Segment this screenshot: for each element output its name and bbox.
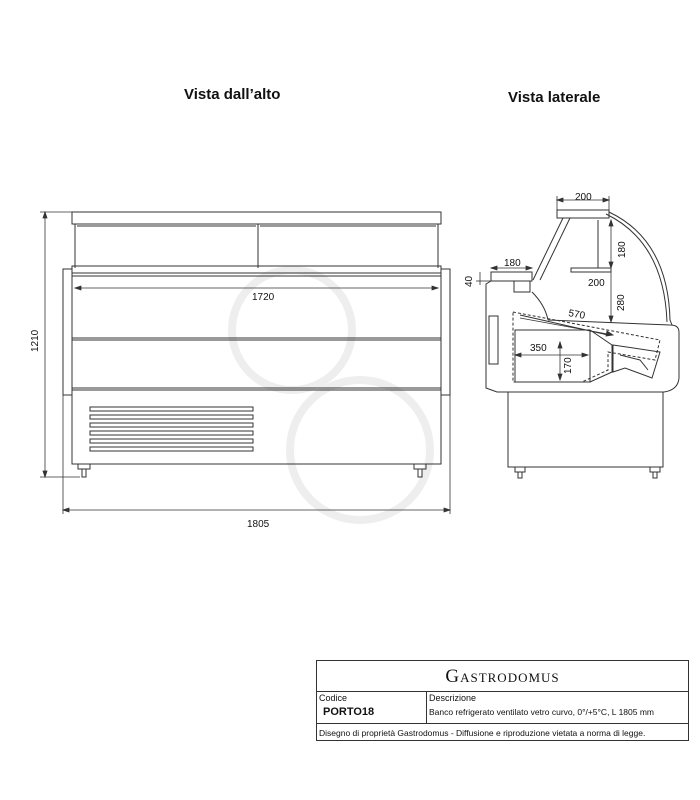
watermark-logo — [232, 270, 430, 520]
side-view-title: Vista laterale — [508, 89, 601, 106]
code-cell — [317, 691, 427, 723]
dim-shelf-width: 200 — [575, 192, 592, 203]
dim-top-ledge: 180 — [504, 258, 521, 269]
dim-well-depth: 170 — [563, 357, 574, 374]
side-view-drawing — [486, 210, 679, 478]
dim-shelf-drop: 180 — [617, 241, 628, 258]
front-view-drawing — [63, 212, 450, 477]
top-view-title: Vista dall’alto — [184, 86, 281, 103]
title-block-info-row — [317, 691, 688, 724]
dim-total-height: 1210 — [30, 329, 41, 352]
brand-logo: GASTRODOMUS — [317, 661, 688, 692]
code-label: Codice — [319, 693, 348, 703]
dim-total-width: 1805 — [247, 519, 270, 530]
dim-shelf-depth: 200 — [588, 278, 605, 289]
description-label: Descrizione — [429, 693, 477, 703]
dim-glass-height: 280 — [616, 294, 627, 311]
dim-ledge-height: 40 — [464, 275, 475, 287]
code-value: PORTO18 — [323, 706, 375, 718]
dim-inner-width: 1720 — [252, 292, 275, 303]
dim-display-length: 570 — [567, 308, 586, 322]
dim-well-width: 350 — [530, 343, 547, 354]
description-value: Banco refrigerato ventilato vetro curvo, 0°/+5°C, L 1805 mm — [429, 707, 654, 717]
copyright-notice: Disegno di proprietà Gastrodomus - Diffusione e riproduzione vietata a norma di legge. — [319, 728, 646, 738]
title-block — [316, 660, 689, 741]
description-cell — [427, 691, 688, 723]
